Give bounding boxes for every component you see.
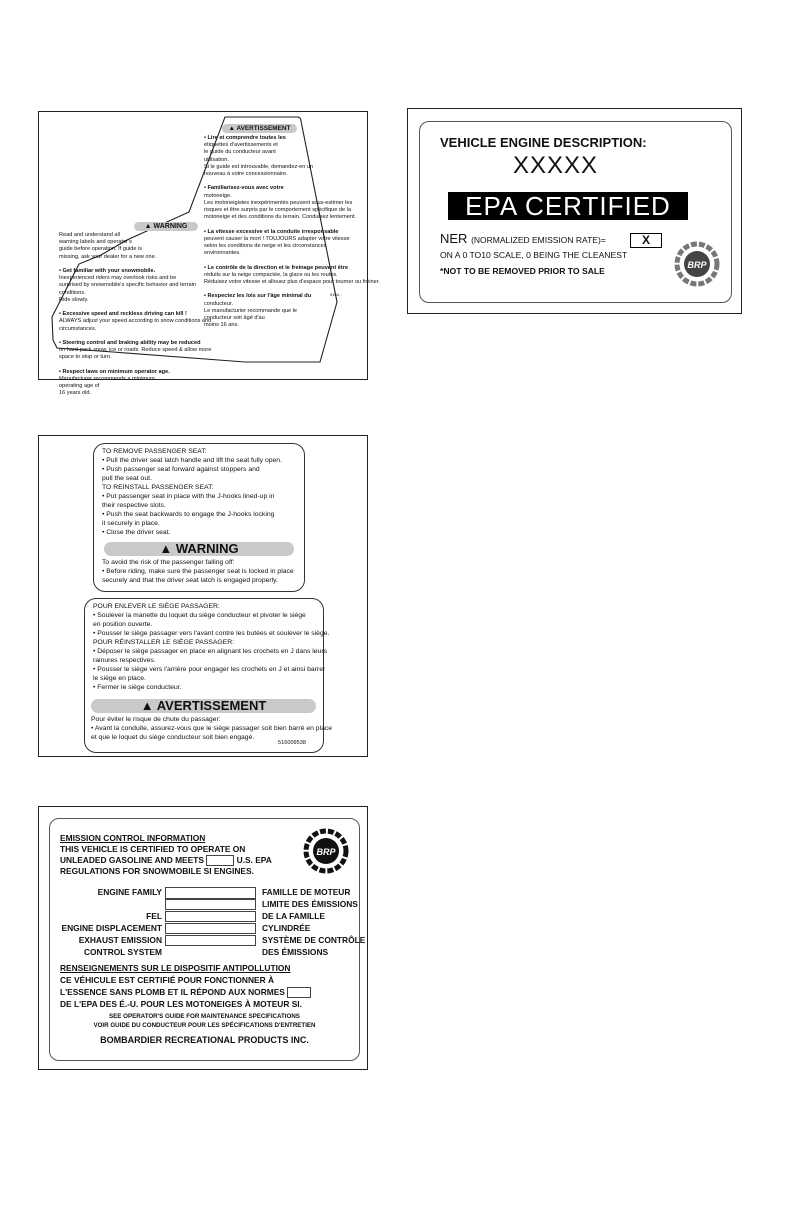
text-line: • Close the driver seat. [102,529,171,536]
epa-certified-bar: EPA CERTIFIED [448,192,688,220]
en-seat-warning-banner: ▲ WARNING [104,542,294,556]
text-line: pull the seat out. [102,475,152,482]
text-line: • Familiarisez-vous avec votre [204,185,284,192]
text-line: ALWAYS adjust your speed according to snow conditions and [59,318,212,325]
text-line: • Pull the driver seat latch handle and lift the seat fully open. [102,457,282,464]
text-line: Inexperienced riders may overlook risks and be [59,275,177,282]
text-line: • Pousser le siège vers l'arrière pour engager les crochets en J et ainsi barrer [93,666,326,673]
epa-title: VEHICLE ENGINE DESCRIPTION: [440,135,647,150]
en-seat-warning-title: WARNING [175,541,239,556]
text-line: To avoid the risk of the passenger falling off: [102,559,235,566]
text-line: selon les conditions de neige et les circonstances [204,243,327,250]
text-line: • Déposer le siège passager en place en alignant les crochets en J dans leurs [93,648,327,655]
en-seat-instructions [102,447,282,537]
text-line: rainures respectives. [93,657,156,664]
seat-label-code: 516009538 [278,740,306,746]
emission-label-panel [38,806,368,1070]
text-line: le siège en place. [93,675,146,682]
text-line: conducteur. [204,300,233,307]
text-line: utilisation. [204,156,229,163]
fr-warning-title: AVERTISSEMENT [236,125,291,132]
text-line: surprised by snowmobile's specific behavior and terrain [59,282,196,289]
en-seat-panel [93,443,305,592]
emission-title: EMISSION CONTROL INFORMATION [60,833,206,843]
ner-description: (NORMALIZED EMISSION RATE)= [471,235,606,245]
text-line [59,304,211,311]
text-line: • Before riding, make sure the passenger seat is locked in place [102,568,294,575]
field-label-fr: FAMILLE DE MOTEUR [262,887,351,897]
text-line: Le manufacturier recommande que le [204,307,297,314]
text-line: • Avant la conduite, assurez-vous que le siège passager soit bien barré en place [91,725,333,732]
text-line: circumstances. [59,325,97,332]
brp-logo-icon [304,829,348,873]
field-label-en: ENGINE FAMILY [97,887,162,897]
field-label-fr: DES ÉMISSIONS [262,947,329,957]
fr-emission-line-1: CE VÉHICULE EST CERTIFIÉ POUR FONCTIONNER À [60,975,275,985]
text-line: motoneige et des conditions du terrain. Conduisez lentement. [204,214,357,221]
text-line: • Respectez les lois sur l'âge minimal du [204,293,312,300]
field-label-en: CONTROL SYSTEM [83,947,162,957]
text-line: it securely in place. [102,520,160,527]
text-line: étiquettes d'avertissements et [204,142,278,149]
text-line: peuvent causer la mort ! TOUJOURS adapter votre vitesse [204,235,350,242]
text-line: Si le guide est introuvable, demandez-en un [204,163,314,170]
company-name: BOMBARDIER RECREATIONAL PRODUCTS INC. [100,1035,309,1045]
text-line: their respective slots. [102,502,166,509]
fr-emission-line-2-text: L'ESSENCE SANS PLOMB ET IL RÉPOND AUX NORMES [60,987,285,997]
scale-text: ON A 0 TO10 SCALE, 0 BEING THE CLEANEST [440,250,628,260]
text-line: motoneige. [204,192,232,199]
text-line: • Lire et comprendre toutes les [204,135,286,141]
emission-line-2a: UNLEADED GASOLINE AND MEETS [60,855,204,865]
text-line: • Le contrôle de la direction et le freinage peuvent être [204,264,349,271]
text-line: • Push passenger seat forward against stoppers and [102,466,260,473]
ner-label: NER [440,231,468,246]
text-line: • Excessive speed and reckless driving can kill ! [59,311,187,318]
label-code: 5104... [330,292,343,297]
field-label-fr: LIMITE DES ÉMISSIONS [262,899,358,909]
value-field [165,935,256,946]
text-line: 16 years old. [59,390,92,397]
value-field [165,899,256,910]
value-field [165,911,256,922]
value-field [165,887,256,899]
en-warning-banner: ▲ WARNING [134,222,198,231]
text-line: nouveau à votre concessionnaire. [204,171,288,178]
maintenance-note-fr: VOIR GUIDE DU CONDUCTEUR POUR LES SPÉCIFICATIONS D'ENTRETIEN [93,1022,316,1029]
fr-epa-year-box [287,987,311,998]
field-label-en [160,899,162,909]
text-line: Manufacturer recommends a minimum [59,376,155,383]
fr-emission-line-2 [60,987,311,998]
text-line: • Pousser le siège passager vers l'avant contre les butées et soulever le siège. [93,630,330,637]
text-line: operating age of [59,383,100,390]
fr-emission-title: RENSEIGNEMENTS SUR LE DISPOSITIF ANTIPOLLUTION [60,963,291,973]
text-line: moins 16 ans. [204,322,239,329]
text-line: • Fermer le siège conducteur. [93,684,182,691]
fr-seat-instructions [93,602,329,692]
sale-notice: *NOT TO BE REMOVED PRIOR TO SALE [440,266,605,276]
field-label-fr: DE LA FAMILLE [262,911,325,921]
engine-placeholder: XXXXX [513,152,599,179]
text-line [204,221,380,228]
emission-label [49,818,366,1061]
text-line: securely and that the driver seat latch is engaged properly. [102,577,278,584]
text-line: • La vitesse excessive et la conduite irresponsable [204,228,339,235]
text-line [204,178,380,185]
text-line: risques et être surpris par le comportement spécifique de la [204,207,352,214]
ner-line [440,231,606,246]
text-line [204,257,380,264]
fr-warning-banner: ▲ AVERTISSEMENT [222,124,297,133]
ner-value-box: X [630,233,662,248]
text-line: space to stop or turn. [59,354,112,361]
fr-seat-warning-banner: ▲ AVERTISSEMENT [91,699,316,713]
svg-text:BRP: BRP [687,260,707,270]
maintenance-note-en: SEE OPERATOR'S GUIDE FOR MAINTENANCE SPECIFICATIONS [109,1013,300,1020]
field-label-fr: CYLINDRÉE [262,923,311,933]
text-line: le guide du conducteur avant [204,149,276,156]
text-line: environnantes. [204,250,241,257]
warning-label-panel [38,111,380,397]
en-warning-text [59,232,211,398]
field-label-en: ENGINE DISPLACEMENT [61,923,162,933]
fr-seat-warning-text [91,715,332,742]
text-line: • Put passenger seat in place with the J-hooks lined-up in [102,493,275,500]
text-line: en position ouverte. [93,621,153,628]
text-line: POUR ENLEVER LE SIÈGE PASSAGER: [93,603,220,610]
emission-line-1: THIS VEHICLE IS CERTIFIED TO OPERATE ON [60,844,246,854]
field-label-fr: SYSTÈME DE CONTRÔLE [262,935,366,945]
field-label-en: EXHAUST EMISSION [78,935,162,945]
text-line: TO REINSTALL PASSENGER SEAT: [102,484,214,491]
text-line: • Soulever la manette du loquet du siège conducteur et pivoter le siège [93,612,306,619]
fr-seat-warning-title: AVERTISSEMENT [156,698,267,713]
value-field [165,923,256,934]
text-line: Réduisez votre vitesse et allouez plus d'espace pour tourner ou freiner. [204,279,380,286]
text-line: guide before operation. If guide is [59,246,143,253]
text-line: réduits sur la neige compactée, la glace ou les routes. [204,271,338,278]
emission-line-2 [60,855,272,866]
fr-emission-line-3: DE L'EPA DES É.-U. POUR LES MOTONEIGES À MOTEUR SI. [60,999,302,1009]
text-line [59,261,211,268]
text-line: • Push the seat backwards to engage the J-hooks locking [102,511,275,518]
text-line [59,362,211,369]
epa-year-box [206,855,234,866]
field-label-en: FEL [146,911,162,921]
en-warning-title: WARNING [153,223,188,230]
fr-warning-text [204,135,380,329]
text-line: Ride slowly. [59,296,89,303]
text-line: Les motoneigistes inexpérimentés peuvent sous-estimer les [204,199,353,206]
brp-logo-icon [675,242,719,286]
seat-label-panel [38,435,368,757]
text-line: et que le loquet du siège conducteur soit bien engagé. [91,734,255,741]
text-line: • Get familiar with your snowmobile. [59,268,156,275]
text-line: conditions. [59,289,86,296]
epa-label [419,121,732,303]
text-line: Pour éviter le risque de chute du passager: [91,716,221,723]
text-line [204,286,380,293]
text-line: missing, ask your dealer for a new one. [59,253,157,260]
emission-line-3: REGULATIONS FOR SNOWMOBILE SI ENGINES. [60,866,254,876]
text-line: POUR RÉINSTALLER LE SIÈGE PASSAGER: [93,639,235,646]
fr-seat-panel [84,598,333,753]
text-line: • Steering control and braking ability may be reduced [59,340,201,347]
emission-line-2b: U.S. EPA [236,855,272,865]
text-line: TO REMOVE PASSENGER SEAT: [102,448,207,455]
en-seat-warning-text [102,558,294,585]
epa-label-panel [407,108,742,314]
svg-text:BRP: BRP [316,847,336,857]
text-line [59,333,211,340]
text-line: on hard-pack snow, ice or roads. Reduce speed & allow more [59,347,212,354]
text-line: conducteur soit âgé d'au [204,315,265,322]
text-line: warning labels and operator's [59,239,132,246]
text-line: Read and understand all [59,232,120,238]
text-line: • Respect laws on minimum operator age. [59,368,170,375]
